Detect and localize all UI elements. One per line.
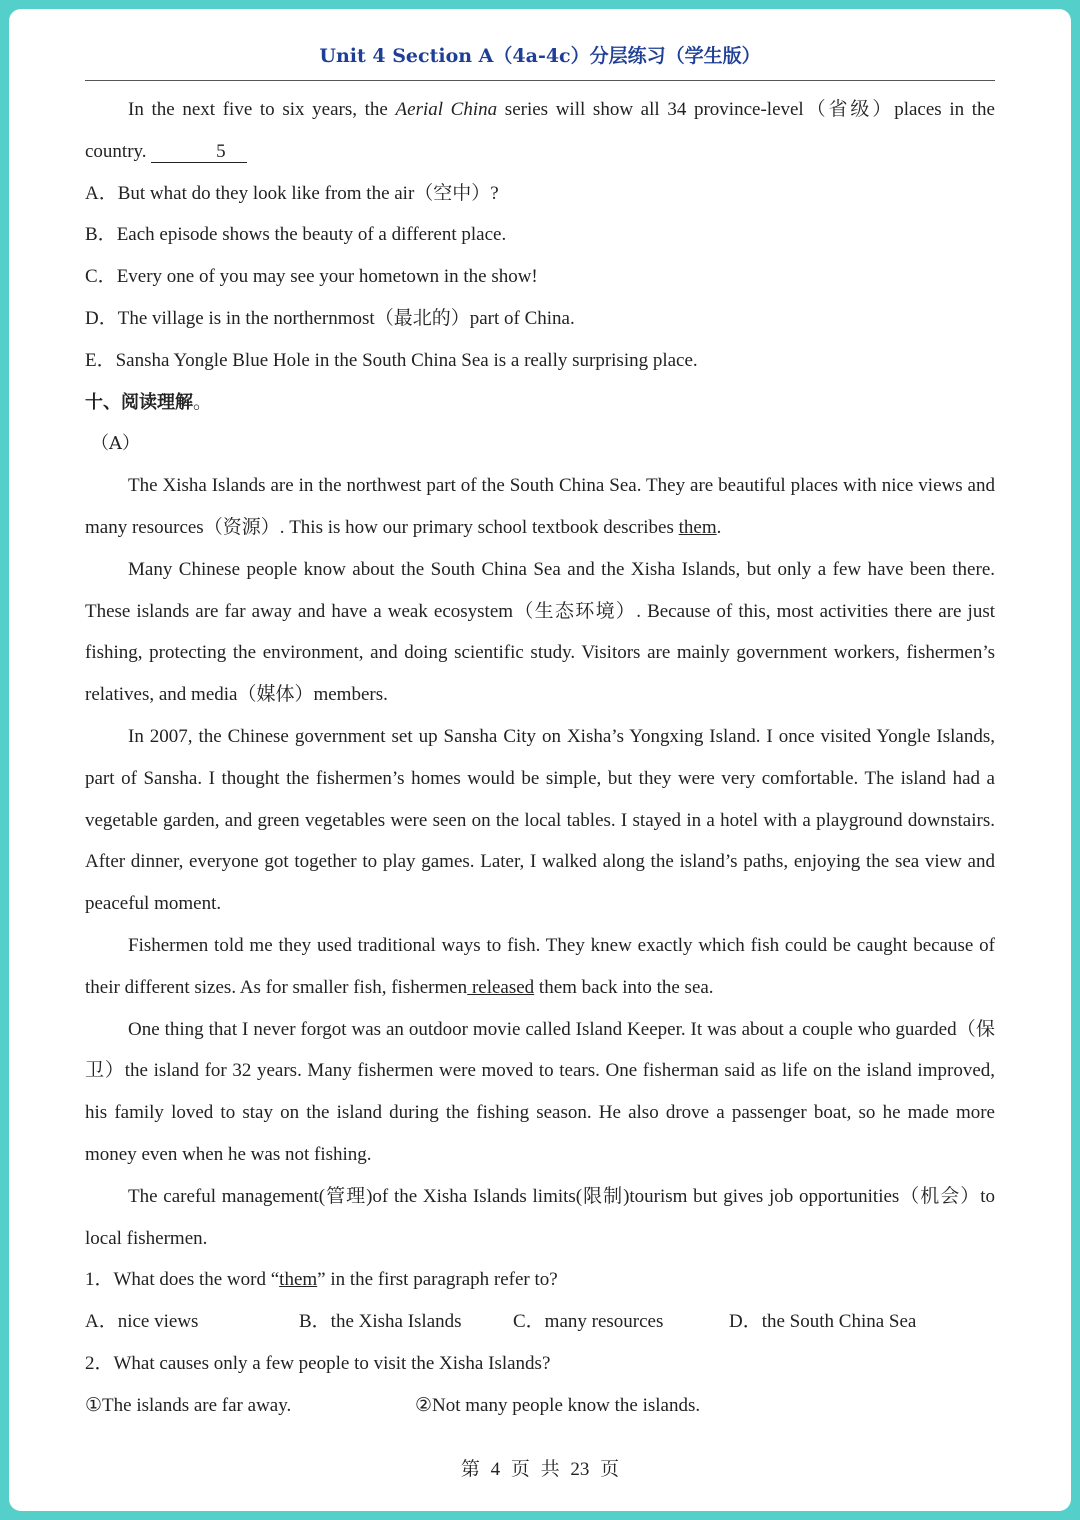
option-letter: D．	[85, 307, 118, 329]
intro-text-cont: series will show all 34 province-level（省级）places in the country.	[85, 99, 995, 162]
section-heading-text: 十、阅读理解	[85, 391, 193, 413]
passage-paragraph-5: One thing that I never forgot was an outdoor movie called Island Keeper. It was about a couple who guarded（保卫）the island for 32 years. Many fishermen were moved to tears. One fisherman said as life on the island improved, his family loved to stay on the island during the fishing season. He also drove a passenger boat, so he made more money even when he was not fishing.	[85, 1018, 995, 1165]
question-2: 2．What causes only a few people to visit the Xisha Islands?	[85, 1352, 551, 1374]
option-a	[85, 173, 995, 215]
underlined-word: released	[467, 976, 535, 998]
option-d	[85, 298, 995, 340]
paragraph-text: Fishermen told me they used traditional ways to fish. They knew exactly which fish could be caught because of their different sizes. As for smaller fish, fishermen	[85, 934, 995, 998]
question-1-choices	[85, 1301, 995, 1343]
passage-paragraph-6: The careful management(管理)of the Xisha Islands limits(限制)tourism but gives job opportunities（机会）to local fishermen.	[85, 1185, 995, 1249]
intro-text: In the next five to six years, the	[128, 99, 396, 120]
page-title: Unit 4 Section A（4a-4c）分层练习（学生版）	[319, 45, 761, 67]
passage-paragraph-1	[85, 465, 995, 549]
paragraph-text-end: .	[716, 516, 722, 538]
option-text: The village is in the northernmost（最北的）part of China.	[117, 307, 575, 329]
document-page	[9, 9, 1071, 1511]
paragraph-text-end: them back into the sea.	[534, 976, 714, 998]
section-heading-punct: 。	[193, 391, 213, 413]
option-e	[85, 340, 995, 382]
choice-1: ①The islands are far away.	[85, 1394, 292, 1416]
option-text: Sansha Yongle Blue Hole in the South China Sea is a really surprising place.	[115, 349, 698, 371]
question-text-end: ” in the first paragraph refer to?	[317, 1269, 558, 1291]
passage-paragraph-3: In 2007, the Chinese government set up Sansha City on Xisha’s Yongxing Island. I once visited Yongle Islands, part of Sansha. I thought the fishermen’s homes would be simple, but they were very comfortable. The island had a vegetable garden, and green vegetables were seen on the local tables. I stayed in a hotel with a playground downstairs. After dinner, everyone got together to play games. Later, I walked along the island’s paths, enjoying the sea view and peaceful moment.	[85, 725, 995, 915]
passage-paragraph-2: Many Chinese people know about the South China Sea and the Xisha Islands, but only a few have been there. These islands are far away and have a weak ecosystem（生态环境）. Because of this, most activities there are just fishing, protecting the environment, and doing scientific study. Visitors are mainly government workers, fishermen’s relatives, and media（媒体）members.	[85, 558, 995, 706]
page-number: 第 4 页 共 23 页	[460, 1459, 620, 1480]
underlined-word: them	[678, 516, 717, 538]
option-text: But what do they look like from the air（空中）?	[117, 182, 499, 204]
body-text	[85, 89, 995, 1427]
option-c	[85, 256, 995, 298]
series-name: Aerial China	[395, 99, 498, 120]
passage-label-text: （A）	[91, 433, 140, 455]
choice-d: D．the South China Sea	[729, 1311, 917, 1333]
answer-blank: 5	[151, 142, 247, 163]
option-letter: E．	[85, 349, 116, 371]
choice-b: B．the Xisha Islands	[299, 1311, 462, 1333]
choice-a: A．nice views	[85, 1311, 199, 1333]
header-divider	[85, 80, 995, 81]
question-text: 1．What does the word “	[85, 1269, 280, 1291]
intro-paragraph	[85, 89, 995, 173]
question-2-choices	[85, 1385, 995, 1427]
option-letter: A．	[85, 182, 118, 204]
option-letter: C．	[85, 266, 117, 288]
option-b	[85, 214, 995, 256]
option-text: Each episode shows the beauty of a different place.	[116, 224, 507, 246]
choice-2: ②Not many people know the islands.	[415, 1394, 701, 1416]
underlined-word: them	[279, 1269, 318, 1291]
passage-label	[85, 423, 995, 465]
choice-c: C．many resources	[513, 1311, 664, 1333]
paragraph-text: The Xisha Islands are in the northwest part of the South China Sea. They are beautiful places with nice views and many resources（资源）. This is how our primary school textbook describes	[85, 475, 995, 538]
option-letter: B．	[85, 224, 117, 246]
passage-paragraph-4	[85, 925, 995, 1009]
question-1	[85, 1259, 995, 1301]
section-heading	[85, 382, 995, 424]
option-text: Every one of you may see your hometown in the show!	[116, 266, 538, 288]
